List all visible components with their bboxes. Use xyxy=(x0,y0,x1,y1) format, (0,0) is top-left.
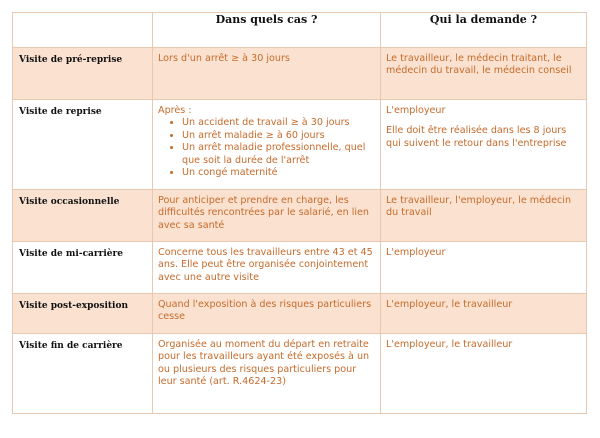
row-label: Visite de mi-carrière xyxy=(13,242,153,294)
row-label: Visite de pré-reprise xyxy=(13,48,153,100)
header-qui: Qui la demande ? xyxy=(381,13,587,48)
list-item: • Un arrêt maladie professionnelle, quel que soit la durée de l'arrêt xyxy=(182,142,375,167)
list-item: • Un congé maternité xyxy=(182,167,375,179)
list-item: • Un accident de travail ≥ à 30 jours xyxy=(182,117,375,129)
qui-cell: L'employeur xyxy=(381,242,587,294)
table-row xyxy=(13,48,587,100)
row-label: Visite de reprise xyxy=(13,100,153,190)
qui-cell xyxy=(381,100,587,190)
visits-table xyxy=(12,12,587,414)
cas-intro: Après : xyxy=(158,105,192,116)
table-row xyxy=(13,190,587,242)
cas-list xyxy=(158,117,375,179)
list-item: • Un arrêt maladie ≥ à 60 jours xyxy=(182,130,375,142)
qui-cell: Le travailleur, l'employeur, le médecin du travail xyxy=(381,190,587,242)
table-row xyxy=(13,334,587,414)
qui-cell: Le travailleur, le médecin traitant, le médecin du travail, le médecin conseil xyxy=(381,48,587,100)
cas-cell: Lors d'un arrêt ≥ à 30 jours xyxy=(153,48,381,100)
header-cas: Dans quels cas ? xyxy=(153,13,381,48)
qui-cell: L'employeur, le travailleur xyxy=(381,294,587,334)
row-label: Visite fin de carrière xyxy=(13,334,153,414)
cas-cell xyxy=(153,100,381,190)
cas-cell: Pour anticiper et prendre en charge, les difficultés rencontrées par le salarié, en lien avec sa santé xyxy=(153,190,381,242)
qui-note: Elle doit être réalisée dans les 8 jours qui suivent le retour dans l'entreprise xyxy=(386,125,567,149)
header-row xyxy=(13,13,587,48)
header-corner xyxy=(13,13,153,48)
cas-cell: Concerne tous les travailleurs entre 43 et 45 ans. Elle peut être organisée conjointement avec une autre visite xyxy=(153,242,381,294)
table-row xyxy=(13,294,587,334)
cas-cell: Organisée au moment du départ en retraite pour les travailleurs ayant été exposés à un ou plusieurs des risques particuliers pour leur santé (art. R.4624-23) xyxy=(153,334,381,414)
row-label: Visite occasionnelle xyxy=(13,190,153,242)
row-label: Visite post-exposition xyxy=(13,294,153,334)
qui-value: L'employeur xyxy=(386,105,446,116)
qui-cell: L'employeur, le travailleur xyxy=(381,334,587,414)
table-row xyxy=(13,242,587,294)
table-row xyxy=(13,100,587,190)
cas-cell: Quand l'exposition à des risques particuliers cesse xyxy=(153,294,381,334)
